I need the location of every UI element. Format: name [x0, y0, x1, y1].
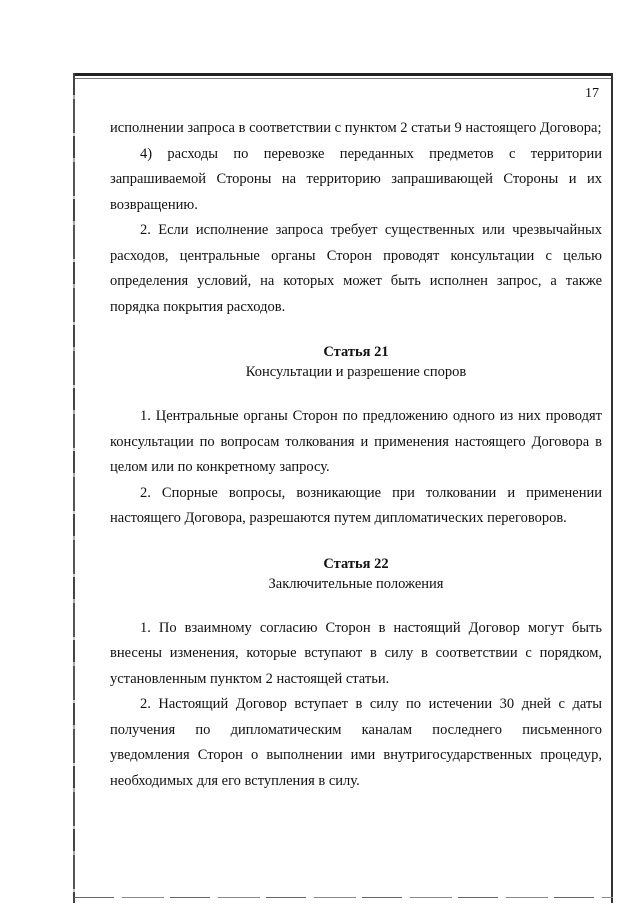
page-number: 17 [585, 86, 599, 101]
article-21-subtitle: Консультации и разрешение споров [245, 364, 467, 380]
article-22-paragraph-1: 1. По взаимному согласию Сторон в настоящий Договор могут быть внесены изменения, которые вступают в силу в соответствии с порядком, установленным пунктом 2 настоящей статьи. [110, 619, 602, 687]
page-border-bottom [74, 897, 613, 898]
document-body [110, 116, 602, 794]
article-21-title: Статья 21 [323, 344, 389, 360]
page-border-top-inner [74, 78, 613, 79]
page-border-right [611, 73, 613, 903]
page-border-left [73, 73, 75, 903]
paragraph-item-2: 2. Если исполнение запроса требует существенных или чрезвычайных расходов, центральные органы Сторон проводят консультации с целью определения условий, на которых может быть исполнен запрос, а также порядка покрытия расходов. [110, 222, 602, 315]
article-22-paragraph-2: 2. Настоящий Договор вступает в силу по истечении 30 дней с даты получения по дипломатическим каналам последнего письменного уведомления Сторон о выполнении ими внутригосударственных процедур, необходимых для его вступления в силу. [110, 696, 602, 789]
article-21-paragraph-1: 1. Центральные органы Сторон по предложению одного из них проводят консультации по вопросам толкования и применения настоящего Договора в целом или по конкретному запросу. [110, 408, 602, 475]
article-22-title: Статья 22 [323, 555, 389, 572]
article-22-subtitle: Заключительные положения [268, 575, 444, 592]
paragraph-continued: исполнении запроса в соответствии с пунктом 2 статьи 9 настоящего Договора; [110, 120, 602, 136]
article-21-paragraph-2: 2. Спорные вопросы, возникающие при толковании и применении настоящего Договора, разрешаются путем дипломатических переговоров. [110, 484, 602, 526]
paragraph-item-4: 4) расходы по перевозке переданных предметов с территории запрашиваемой Стороны на территорию запрашивающей Стороны и их возвращению. [110, 145, 602, 213]
page-border-top [74, 73, 613, 76]
